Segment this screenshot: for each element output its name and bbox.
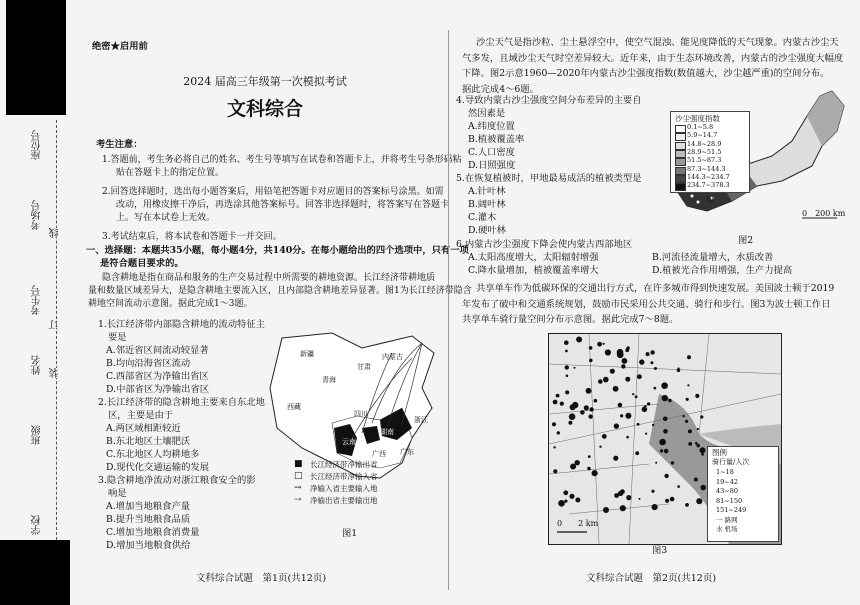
station-dot: [626, 436, 629, 439]
station-dot: [701, 453, 704, 456]
question-option: A.纬度位置: [468, 121, 515, 132]
legend-swatch: ■: [294, 459, 303, 469]
station-dot: [665, 499, 669, 503]
station-dot: [565, 350, 568, 353]
map-region-label: 浙江: [414, 416, 428, 424]
question-option: B.河流径流量增大，水质改善: [652, 252, 774, 263]
station-dot: [620, 505, 626, 511]
question-stem: 6.内蒙古沙尘强度下降会使内蒙古西部地区: [456, 239, 633, 250]
question-option: D.增加当地粮食供给: [106, 540, 191, 551]
legend-entry: 144.3~234.7: [687, 172, 730, 181]
station-dot: [602, 434, 607, 439]
question-option: A.邻近省区间流动较显著: [106, 345, 209, 356]
station-dot: [664, 474, 668, 478]
map-region-label: 湖南: [380, 428, 394, 436]
map-region-label: 云南: [342, 438, 356, 446]
legend-entry: 5.9~14.7: [687, 131, 718, 140]
map-figure-3: [548, 333, 782, 545]
station-dot: [688, 442, 692, 446]
station-dot: [621, 364, 625, 368]
station-dot: [687, 384, 689, 386]
station-dot: [696, 498, 702, 504]
barcode-bar: [0, 540, 70, 605]
station-dot: [639, 498, 641, 500]
figure-caption: 图3: [652, 545, 668, 556]
station-dot: [558, 500, 565, 507]
legend-entry: 14.8~28.9: [687, 139, 722, 148]
question-option: C.灌木: [468, 212, 497, 223]
question-option: B.均向沿海省区流动: [106, 358, 191, 369]
map-region-label: 四川: [354, 410, 368, 418]
station-dot: [694, 478, 698, 482]
binding-field-label: 座位号: [32, 130, 43, 160]
station-dot: [568, 421, 572, 425]
station-dot: [570, 464, 576, 470]
legend-entry: 151~249: [716, 506, 747, 514]
station-dot: [586, 388, 592, 394]
map-region-label: 青海: [322, 376, 336, 384]
station-dot: [659, 439, 666, 446]
intro-line: 气多发，且域沙尘天气时空差异较大。近年来，由于生态环境改善，内蒙古的沙尘强度大幅度: [462, 52, 844, 64]
station-dot: [637, 374, 642, 379]
station-dot: [671, 461, 674, 464]
station-dot: [700, 447, 706, 453]
legend-entry: 234.7~378.3: [687, 181, 730, 190]
station-dot: [652, 504, 658, 510]
binding-seal-char: 装: [50, 368, 61, 378]
barcode-bar: [6, 0, 66, 115]
binding-cut-line: [56, 120, 57, 540]
intro-line: 年发布了破中和交通系统规划，鼓励市民采用公共交通、骑行和步行。图3为波士顿工作日: [462, 298, 831, 310]
station-dot: [586, 406, 588, 408]
station-dot: [625, 348, 629, 352]
station-dot: [553, 469, 557, 473]
secret-mark: 绝密★启用前: [92, 41, 148, 52]
station-dot: [603, 377, 609, 383]
station-dot: [603, 507, 609, 513]
station-dot: [594, 399, 598, 403]
intro-line: 隐含耕地是指在商品和服务的生产交易过程中所需要的耕地资源。长江经济带耕地质: [102, 273, 436, 283]
station-dot: [622, 358, 628, 364]
notice-line: 3.考试结束后，将本试卷和答题卡一并交回。: [102, 232, 282, 242]
exam-title: 2024 届高三年级第一次模拟考试: [183, 75, 347, 88]
legend-swatch: [675, 158, 686, 166]
intro-line: 沙尘天气是指沙粒、尘土悬浮空中，使空气混浊、能见度降低的天气现象。内蒙古沙尘天: [476, 37, 839, 48]
station-dot: [635, 395, 638, 398]
notice-line: 1.答题前，考生务必将自己的姓名、考生号等填写在试卷和答题卡上，并将考生号条形码粘: [102, 155, 462, 165]
station-dot: [589, 407, 593, 411]
binding-field-label: 班级: [32, 425, 43, 445]
legend-swatch: □: [294, 471, 303, 481]
station-dot: [610, 369, 615, 374]
question-option: A.太阳高度增大，太阳辐射增强: [468, 252, 599, 263]
station-dot: [617, 349, 624, 356]
station-dot: [614, 493, 619, 498]
legend-swatch: [675, 175, 686, 183]
station-dot: [576, 337, 582, 343]
binding-field-label: 考生号: [32, 285, 43, 315]
station-dot: [662, 395, 668, 401]
section-head-part: 在每小题给出的四个选项中，只有一项: [310, 245, 469, 256]
figure-caption: 图1: [342, 528, 358, 539]
notice-title: 考生注意：: [96, 139, 143, 150]
question-option: C.东北地区人均耕地多: [106, 449, 200, 460]
binding-field-label: 姓名: [32, 355, 43, 375]
page-divider: [448, 30, 449, 590]
legend-swatch: [675, 150, 686, 158]
station-dot: [572, 402, 578, 408]
station-dot: [560, 402, 564, 406]
station-dot: [569, 413, 576, 420]
legend-entry: 87.3~144.3: [687, 164, 726, 173]
station-dot: [613, 386, 619, 392]
subject-title: 文科综合: [226, 98, 303, 120]
station-dot: [668, 399, 672, 403]
station-dot: [589, 346, 593, 350]
station-dot: [565, 390, 569, 394]
question-option: C.增加当地粮食消费量: [106, 527, 200, 538]
question-stem: 区，主要是由于: [108, 410, 174, 421]
station-dot: [700, 485, 706, 491]
page-2: [452, 0, 856, 605]
station-dot: [647, 402, 650, 405]
station-dot: [564, 500, 567, 503]
station-dot: [677, 485, 680, 488]
legend-swatch: [675, 133, 686, 141]
station-dot: [589, 359, 593, 363]
station-dot: [685, 503, 689, 507]
notice-line: 上。写在本试卷上无效。: [116, 213, 216, 223]
station-dot: [695, 394, 699, 398]
station-dot: [557, 431, 560, 434]
station-dot: [670, 497, 675, 502]
station-dot: [552, 422, 556, 426]
station-dot: [553, 400, 558, 405]
legend-entry: 0.1~5.8: [687, 123, 714, 131]
legend-entry: 水 机场: [716, 525, 738, 533]
station-dot: [661, 382, 668, 389]
station-dot: [556, 394, 560, 398]
map-scale: 0 200 km: [802, 209, 846, 218]
station-dot: [587, 467, 590, 470]
question-option: B.阔叶林: [468, 199, 506, 210]
legend-entry: 1~18: [716, 468, 734, 476]
station-dot: [575, 498, 580, 503]
station-dot: [637, 423, 640, 426]
legend-entry: 81~150: [716, 496, 743, 505]
notice-line: 贴在答题卡上的指定位置。: [116, 168, 225, 178]
question-stem: 然因素是: [468, 108, 506, 119]
station-dot: [653, 387, 656, 390]
station-dot: [651, 490, 654, 493]
station-dot: [660, 449, 663, 452]
station-dot: [632, 393, 634, 395]
section-heading-cont: 是符合题目要求的。: [100, 258, 184, 269]
station-dot: [682, 415, 684, 417]
station-dot: [663, 417, 668, 422]
station-dot: [644, 405, 646, 407]
station-dot: [597, 342, 602, 347]
station-dot: [566, 375, 569, 378]
station-dot: [664, 449, 669, 454]
station-dot: [625, 413, 631, 419]
station-dot: [663, 429, 668, 434]
page-footer: 文科综合试题 第2页(共12页): [586, 573, 717, 584]
legend-entry: 长江经济带净输出省: [310, 460, 378, 469]
station-dot: [565, 365, 569, 369]
binding-field-label: 考场号: [32, 200, 43, 230]
legend-entry: 净输入省主要输入地: [310, 484, 378, 493]
station-dot: [695, 442, 698, 445]
station-dot: [598, 379, 603, 384]
question-stem: 3.隐含耕地净流动对浙江粮食安全的影: [98, 475, 256, 486]
station-dot: [650, 350, 654, 354]
legend-entry: 43~80: [716, 487, 738, 495]
question-option: D.日照强度: [468, 160, 516, 171]
station-dot: [564, 340, 569, 345]
map-scale: 0 2 km: [557, 519, 599, 528]
binding-seal-char: 线: [50, 228, 61, 238]
legend-entry: 51.5~87.3: [687, 156, 722, 165]
station-dot: [599, 446, 601, 448]
map-region-label: 广东: [400, 448, 414, 456]
station-dot: [580, 410, 585, 415]
legend-entry: 净输出省主要输出地: [310, 496, 378, 505]
map-region-label: 内蒙古: [382, 353, 403, 361]
question-stem: 1.长江经济带内部隐含耕地的流动特征主: [98, 319, 265, 330]
intro-line: 耕地空间流动示意图。据此完成1～3题。: [88, 299, 253, 309]
question-stem: 2.长江经济带的隐含耕地主要来自东北地: [98, 397, 265, 408]
station-dot: [652, 424, 654, 426]
question-option: C.降水量增加，植被覆盖率增大: [468, 265, 599, 276]
station-dot: [553, 446, 555, 448]
station-dot: [642, 407, 648, 413]
section-heading: [86, 244, 469, 257]
map-region-label: 甘肃: [357, 363, 371, 371]
station-dot: [613, 456, 618, 461]
station-dot: [700, 415, 703, 418]
station-dot: [685, 420, 688, 423]
question-option: B.东北地区土壤肥沃: [106, 436, 191, 447]
legend-subtitle: 骑行量/人次: [712, 458, 750, 466]
legend-entry: 28.9~51.5: [687, 147, 722, 156]
legend-entry: 长江经济带净输入省: [310, 472, 378, 481]
question-option: C.西部省区为净输出省区: [106, 371, 209, 382]
legend-swatch: →: [294, 483, 302, 493]
page-footer: 文科综合试题 第1页(共12页): [196, 573, 327, 584]
legend-swatch: ⇢: [294, 495, 302, 505]
map-figure-2: [662, 86, 852, 236]
station-dot: [563, 490, 568, 495]
station-dot: [677, 368, 681, 372]
question-option: D.硬叶林: [468, 225, 506, 236]
question-option: D.中部省区为净输出省区: [106, 384, 210, 395]
map2-legend: [670, 111, 750, 193]
notice-line: 改动，用橡皮擦干净后，再选涂其他答案标号。回答非选择题时，将答案写在答题卡: [116, 200, 450, 210]
station-dot: [696, 444, 700, 448]
station-dot: [588, 455, 591, 458]
map-region-label: 广西: [372, 450, 386, 458]
question-option: C.人口密度: [468, 147, 515, 158]
question-option: D.现代化交通运输的发展: [106, 462, 210, 473]
station-dot: [635, 451, 639, 455]
map-region-label: 西藏: [287, 403, 301, 411]
legend-title: 沙尘强度指数: [675, 114, 720, 123]
station-dot: [654, 367, 657, 370]
station-dot: [655, 462, 657, 464]
map-mark-jia: 甲: [706, 196, 714, 205]
question-stem: 响是: [108, 488, 127, 499]
question-option: B.植被覆盖率: [468, 134, 525, 145]
legend-swatch: [675, 183, 686, 191]
legend-swatch: [675, 167, 686, 175]
binding-seal-char: 订: [50, 320, 61, 330]
map-region-label: 新疆: [300, 350, 314, 358]
station-dot: [626, 495, 631, 500]
legend-swatch: [675, 125, 686, 133]
station-dot: [650, 361, 653, 364]
binding-strip: [0, 0, 80, 605]
station-dot: [687, 355, 691, 359]
intro-line: 共享单车作为低碳环保的交通出行方式，在许多城市得到快速发展。美国波士顿于2019: [476, 283, 835, 294]
intro-line: 下降。图2示意1960—2020年内蒙古沙尘强度指数(数值越大，沙尘越严重)的空间分布。: [462, 68, 830, 79]
figure-caption: 图2: [738, 235, 754, 246]
station-dot: [614, 423, 619, 428]
page-1: [84, 0, 472, 605]
legend-entry: 19~42: [716, 477, 738, 486]
question-stem: 要是: [108, 332, 127, 343]
station-dot: [625, 377, 630, 382]
notice-line: 2.回答选择题时，选出每小题答案后，用铅笔把答题卡对应题目的答案标号涂黑。如需: [102, 187, 444, 197]
station-dot: [574, 367, 576, 369]
question-stem: 4.导致内蒙古沙尘强度空间分布差异的主要自: [456, 95, 642, 106]
station-dot: [592, 470, 598, 476]
question-option: B.提升当地粮食品质: [106, 514, 191, 525]
station-dot: [697, 428, 699, 430]
legend-title: 图例: [712, 448, 727, 457]
station-dot: [620, 414, 623, 417]
map3-legend: [707, 446, 779, 542]
question-option: A.针叶林: [468, 186, 506, 197]
station-dot: [605, 349, 611, 355]
intro-line: 量和数量区域差异大，是隐含耕地主要流入区，且内部隐含耕地差异显著。图1为长江经济带隐含: [88, 286, 472, 296]
section-head-part: 一、选择题：本题共35小题，每小题4分，共140分。: [86, 245, 311, 256]
question-option: A.两区域相距较近: [106, 423, 181, 434]
station-dot: [588, 414, 592, 418]
station-dot: [569, 494, 574, 499]
station-dot: [646, 352, 650, 356]
station-dot: [639, 359, 644, 364]
station-dot: [603, 343, 605, 345]
station-dot: [618, 403, 623, 408]
legend-swatch: [675, 142, 686, 150]
question-option: D.植被光合作用增强，生产力提高: [652, 265, 793, 276]
intro-line: 共享单车骑行量空间分布示意图。据此完成7～8题。: [462, 314, 679, 325]
intro-line: 据此完成4～6题。: [462, 83, 539, 95]
station-dot: [686, 398, 689, 401]
station-dot: [688, 429, 692, 433]
question-stem: 5.在恢复植被时，甲地最易成活的植被类型是: [456, 173, 642, 184]
question-option: A.增加当地粮食产量: [106, 501, 191, 512]
station-dot: [645, 433, 647, 435]
legend-entry: 一 路网: [716, 515, 738, 524]
binding-field-label: 学校: [32, 515, 43, 535]
